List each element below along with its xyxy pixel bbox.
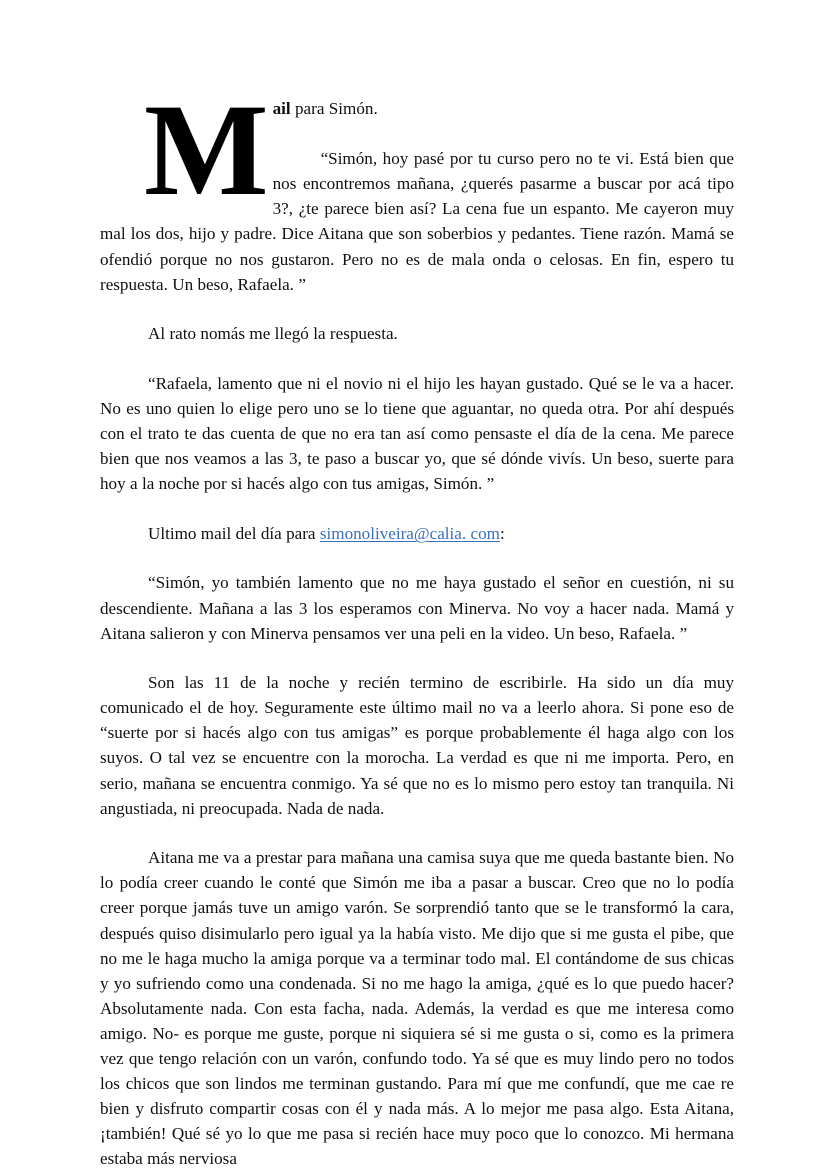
paragraph-7-text: Aitana me va a prestar para mañana una camisa suya que me queda bastante bien. No lo podía creer cuando le conté que Simón me iba a pasar a buscar. Creo que no lo podía creer porque jamás tuve un amigo varón. Se sorprendió tanto que se le transformó la cara, después quiso disimularlo pero igual ya la había visto. Me dijo que si me gusta el pibe, que no me le haga mucho la amiga porque va a terminar todo mal. El contándome de sus chicas y yo sufriendo como una condenada. Si no me hago la amiga, ¿qué es lo que puedo hacer? Absolutamente nada. Con esta facha, nada. Además, la verdad es que me interesa como amigo. No- es porque me guste, porque ni siquiera sé si me gusta o si, como es la primera vez que tengo relación con un varón, confundo todo. Ya sé que es muy lindo pero no todos los chicos que son lindos me terminan gustando. Para mí que me confundí, que me cae re bien y disfruto compartir cosas con él y nada más. A lo mejor me pasa algo. Esta Aitana, ¡también! Qué sé yo lo que me pasa si recién hace muy poco que lo conozco. Mi hermana estaba más nerviosa [100,848,734,1169]
paragraph-mail-final-rafaela [100,570,734,645]
paragraph-1-text: “Simón, hoy pasé por tu curso pero no te vi. Está bien que nos encontremos mañana, ¿querés pasarme a buscar por acá tipo 3?, ¿te parece bien así? La cena fue un espanto. Me cayeron muy mal los dos, hijo y padre. Dice Aitana que son soberbios y pedantes. Tiene razón. Mamá se ofendió porque no nos gustaron. Pero no es de mala onda o celosas. En fin, espero tu respuesta. Un beso, Rafaela. ” [100,149,734,294]
heading-rest: para Simón. [290,99,378,118]
paragraph-6-text: Son las 11 de la noche y recién termino de escribirle. Ha sido un día muy comunicado el de hoy. Seguramente este último mail no va a leerlo ahora. Si pone eso de “suerte por si hacés algo con tus amigas” es porque probablemente él haga algo con los suyos. O tal vez se encuentre con la morocha. La verdad es que ni me importa. Pero, en serio, mañana se encuentra conmigo. Ya sé que no es lo mismo pero estoy tan tranquila. Ni angustiada, ni preocupada. Nada de nada. [100,673,734,818]
paragraph-3-text: “Rafaela, lamento que ni el novio ni el hijo les hayan gustado. Qué se le va a hacer. No es uno quien lo elige pero uno se lo tiene que aguantar, no queda otra. Por ahí después con el trato te das cuenta de que no era tan así como pensaste el día de la cena. Me parece bien que nos veamos a las 3, te paso a buscar yo, que sé dónde vivís. Un beso, suerte para hoy a la noche por si hacés algo con tus amigas, Simón. ” [100,373,734,494]
paragraph-opening [100,76,734,297]
text-column [100,76,734,1171]
paragraph-5-text: “Simón, yo también lamento que no me haya gustado el señor en cuestión, ni su descendiente. Mañana a las 3 los esperamos con Minerva. No voy a hacer nada. Mamá y Aitana salieron y con Minerva pensamos ver una peli en la video. Un beso, Rafaela. ” [100,573,734,643]
paragraph-aitana-camisa [100,845,734,1171]
paragraph-ultimo-mail [100,521,734,546]
paragraph-al-rato [100,321,734,346]
email-link[interactable]: simonoliveira@calia. com [319,523,500,543]
drop-cap-letter: M [144,76,267,223]
paragraph-son-las-once [100,670,734,821]
ultimo-mail-prefix: Ultimo mail del día para [148,523,320,543]
paragraph-2-text: Al rato nomás me llegó la respuesta. [148,324,398,344]
paragraph-respuesta-simon [100,371,734,496]
ultimo-mail-suffix: : [499,523,505,543]
lead-bold-run: ail [272,99,291,118]
